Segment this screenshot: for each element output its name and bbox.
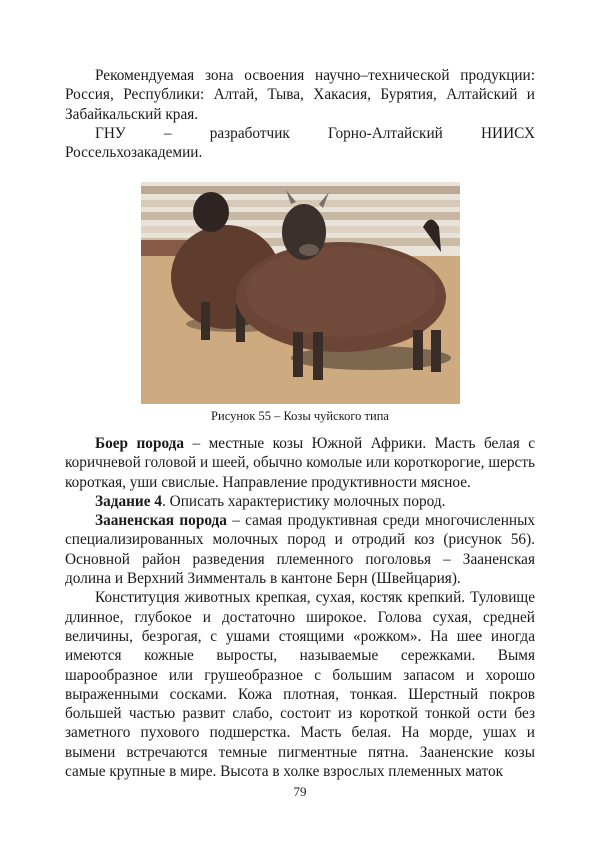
zaanen-term: Зааненская порода [95, 512, 227, 530]
developer-paragraph: ГНУ – разработчик Горно-Алтайский НИИСХ Россельхозакадемии. [65, 124, 535, 162]
figure-caption: Рисунок 55 – Козы чуйского типа [211, 409, 389, 423]
main-text-block [65, 434, 535, 781]
task-paragraph [65, 492, 535, 511]
goats-photo-icon [141, 182, 460, 404]
boer-text: – местные козы Южной Африки. Масть белая с коричневой головой и шеей, обычно комолые или короткорогие, шерсть короткая, уши свислые. Направление продуктивности мясное. [65, 435, 535, 491]
page-number: 79 [293, 784, 307, 799]
task-text: . Описать характеристику молочных пород. [162, 492, 446, 510]
task-term: Задание 4 [95, 492, 162, 510]
zaanen-text: – самая продуктивная среди многочисленных специализированных молочных пород и отродий коз (рисунок 56). Основной район разведения племенного поголовья – Зааненская долина и Верхний Зимменталь в кантоне Берн (Швейцария). [65, 512, 535, 588]
figure-55-photo [141, 182, 460, 404]
boer-term: Боер порода [95, 435, 185, 452]
boer-paragraph [65, 434, 535, 492]
top-text-block [65, 66, 535, 162]
recommended-zone-paragraph: Рекомендуемая зона освоения научно–технической продукции: Россия, Республики: Алтай, Тыва, Хакасия, Бурятия, Алтайский и Забайкальский края. [65, 67, 535, 123]
constitution-paragraph: Конституция животных крепкая, сухая, костяк крепкий. Туловище длинное, глубокое и достаточно широкое. Голова сухая, средней величины, безрогая, с ушами стоящими «рожком». На шее иногда имеются кожные выросты, называемые сережками. Вымя шарообразное или грушеобразное с большим запасом и хорошо выраженными сосками. Кожа плотная, тонкая. Шерстный покров большей частью развит слабо, состоит из короткой тонкой ости без заметного пухового подшерстка. Масть белая. На морде, ушах и вымени встречаются темные пигментные пятна. Зааненские козы самые крупные в мире. Высота в холке взрослых племенных маток [65, 589, 535, 781]
zaanen-paragraph [65, 511, 535, 588]
